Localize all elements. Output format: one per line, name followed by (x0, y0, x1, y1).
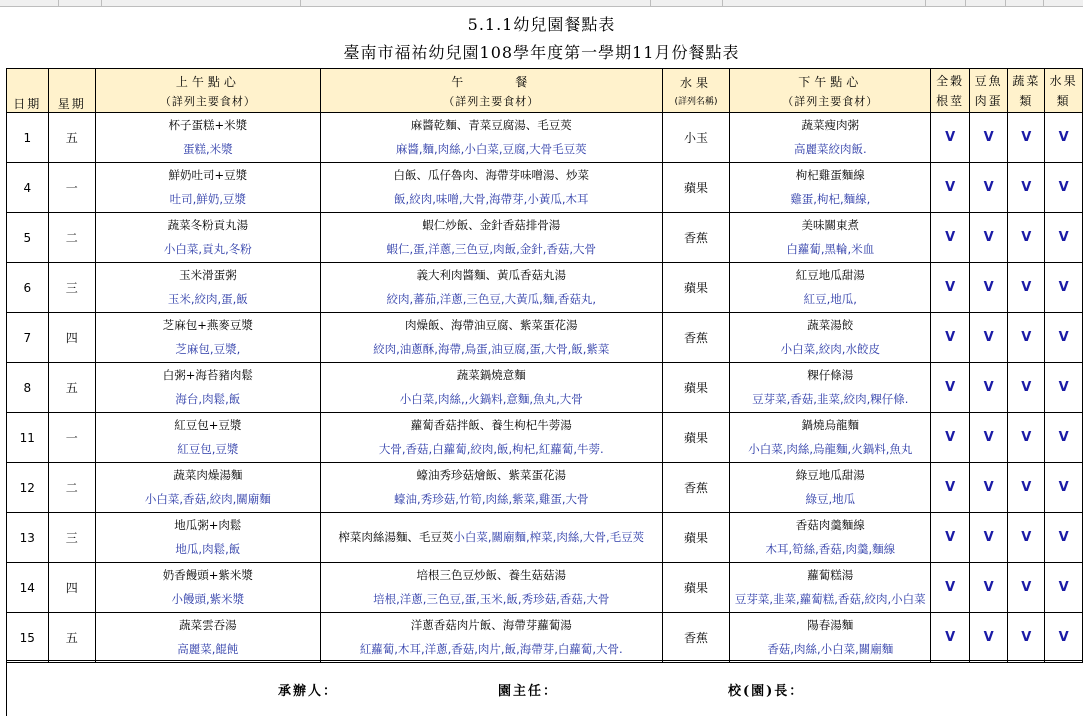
fruit-check-cell[interactable]: V (1045, 163, 1083, 213)
lunch-dish: 洋蔥香菇肉片飯、海帶芽蘿蔔湯 (410, 618, 572, 632)
fruit-check-cell[interactable]: V (1045, 563, 1083, 613)
lunch-cell[interactable] (320, 263, 662, 313)
lunch-ingredients: 蝦仁,蛋,洋蔥,三色豆,肉飯,金針,香菇,大骨 (386, 242, 597, 256)
grains-check-cell[interactable]: V (931, 363, 970, 413)
grains-check-cell[interactable]: V (931, 163, 970, 213)
protein-check-cell[interactable]: V (969, 463, 1008, 513)
lunch-ingredients: 培根,洋蔥,三色豆,蛋,玉米,飯,秀珍菇,香菇,大骨 (373, 592, 610, 606)
pm-snack-ingredients: 白蘿蔔,黑輪,米血 (786, 242, 875, 256)
veg-check-cell[interactable]: V (1008, 163, 1045, 213)
fruit-cell[interactable]: 蘋果 (662, 563, 729, 613)
fruit-cell[interactable]: 蘋果 (662, 513, 729, 563)
weekday-cell[interactable]: 四 (48, 313, 95, 363)
pm-snack-ingredients: 紅豆,地瓜, (803, 292, 857, 306)
grains-check-cell[interactable]: V (931, 413, 970, 463)
pm-snack-ingredients: 高麗菜絞肉飯. (793, 142, 867, 156)
am-snack-ingredients: 紅豆包,豆漿 (177, 442, 239, 456)
am-snack-dish: 蔬菜雲吞湯 (179, 618, 237, 632)
protein-check-cell[interactable]: V (969, 313, 1008, 363)
pm-snack-dish: 鍋燒烏龍麵 (801, 418, 860, 432)
pm-snack-ingredients: 豆芽菜,韭菜,蘿蔔糕,香菇,絞肉,小白菜 (734, 592, 926, 606)
lunch-dish: 培根三色豆炒飯、養生菇菇湯 (416, 568, 567, 582)
date-cell[interactable]: 8 (7, 363, 49, 413)
weekday-cell[interactable]: 二 (48, 213, 95, 263)
am-snack-dish: 紅豆包+豆漿 (174, 418, 242, 432)
meal-table (6, 68, 1083, 663)
fruit-cell[interactable]: 香蕉 (662, 463, 729, 513)
veg-check-cell[interactable]: V (1008, 213, 1045, 263)
am-snack-cell[interactable] (95, 363, 320, 413)
pm-snack-cell[interactable] (730, 463, 931, 513)
am-snack-cell[interactable] (95, 463, 320, 513)
lunch-ingredients: 大骨,香菇,白蘿蔔,絞肉,飯,枸杞,紅蘿蔔,牛蒡. (378, 442, 604, 456)
pm-snack-dish: 陽春湯麵 (807, 618, 854, 632)
lunch-dish: 榨菜肉絲湯麵、毛豆莢 (338, 530, 454, 544)
am-snack-dish: 白粥+海苔豬肉鬆 (162, 368, 253, 382)
protein-check-cell[interactable]: V (969, 163, 1008, 213)
pm-snack-dish: 美味關東煮 (801, 218, 860, 232)
pm-snack-cell[interactable] (730, 213, 931, 263)
date-cell[interactable]: 12 (7, 463, 49, 513)
fruit-cell[interactable]: 香蕉 (662, 213, 729, 263)
date-cell[interactable]: 6 (7, 263, 49, 313)
lunch-ingredients: 紅蘿蔔,木耳,洋蔥,香菇,肉片,飯,海帶芽,白蘿蔔,大骨. (359, 642, 623, 656)
header-row (7, 69, 1083, 113)
protein-check-cell[interactable]: V (969, 613, 1008, 663)
spreadsheet-column-header-strip (0, 0, 1083, 7)
am-snack-ingredients: 小饅頭,紫米漿 (171, 592, 245, 606)
grains-check-cell[interactable]: V (931, 263, 970, 313)
weekday-cell[interactable]: 一 (48, 163, 95, 213)
pm-snack-dish: 蔬菜湯餃 (807, 318, 854, 332)
am-snack-ingredients: 玉米,絞肉,蛋,飯 (167, 292, 248, 306)
fruit-check-cell[interactable]: V (1045, 613, 1083, 663)
weekday-cell[interactable]: 五 (48, 613, 95, 663)
header-fruit-category[interactable]: 水果類 (1045, 69, 1083, 113)
lunch-ingredients: 蠔油,秀珍菇,竹筍,肉絲,紫菜,雞蛋,大骨 (394, 492, 589, 506)
grains-check-cell[interactable]: V (931, 113, 970, 163)
pm-snack-cell[interactable] (730, 613, 931, 663)
pm-snack-cell[interactable] (730, 363, 931, 413)
am-snack-dish: 蔬菜冬粉貢丸湯 (167, 218, 249, 232)
lunch-ingredients: 絞肉,蕃茄,洋蔥,三色豆,大黃瓜,麵,香菇丸, (386, 292, 597, 306)
veg-check-cell[interactable]: V (1008, 363, 1045, 413)
table-row (7, 363, 1083, 413)
signature-organizer[interactable]: 承辦人： (278, 684, 339, 699)
lunch-dish: 肉燥飯、海帶油豆腐、紫菜蛋花湯 (405, 318, 578, 332)
weekday-cell[interactable]: 五 (48, 363, 95, 413)
am-snack-dish: 蔬菜肉燥湯麵 (173, 468, 243, 482)
pm-snack-dish: 綠豆地瓜甜湯 (795, 468, 865, 482)
lunch-cell[interactable] (320, 213, 662, 263)
table-row (7, 413, 1083, 463)
protein-check-cell[interactable]: V (969, 263, 1008, 313)
protein-check-cell[interactable]: V (969, 113, 1008, 163)
date-cell[interactable]: 14 (7, 563, 49, 613)
pm-snack-cell[interactable] (730, 163, 931, 213)
grains-check-cell[interactable]: V (931, 213, 970, 263)
pm-snack-ingredients: 小白菜,肉絲,烏龍麵,火鍋料,魚丸 (748, 442, 913, 456)
am-snack-dish: 地瓜粥+肉鬆 (174, 518, 242, 532)
pm-snack-dish: 香菇肉羹麵線 (795, 518, 865, 532)
veg-check-cell[interactable]: V (1008, 113, 1045, 163)
header-dow[interactable]: 星期 (48, 69, 95, 113)
am-snack-ingredients: 蛋糕,米漿 (183, 142, 233, 156)
am-snack-cell[interactable] (95, 513, 320, 563)
am-snack-ingredients: 高麗菜,餛飩 (177, 642, 239, 656)
header-lunch[interactable]: 午 餐 （詳列主要食材） (320, 69, 662, 113)
am-snack-dish: 玉米滑蛋粥 (179, 268, 237, 282)
am-snack-dish: 鮮奶吐司+豆漿 (168, 168, 248, 182)
pm-snack-dish: 粿仔條湯 (807, 368, 854, 382)
table-row (7, 263, 1083, 313)
lunch-cell[interactable] (320, 363, 662, 413)
lunch-ingredients: 飯,絞肉,味噌,大骨,海帶芽,小黃瓜,木耳 (394, 192, 589, 206)
pm-snack-ingredients: 木耳,筍絲,香菇,肉羹,麵線 (765, 542, 896, 556)
date-cell[interactable]: 7 (7, 313, 49, 363)
header-am-snack[interactable]: 上午點心 （詳列主要食材） (95, 69, 320, 113)
lunch-dish: 麻醬乾麵、青菜豆腐湯、毛豆莢 (410, 118, 572, 132)
pm-snack-cell[interactable] (730, 563, 931, 613)
lunch-dish: 蔬菜鍋燒意麵 (456, 368, 526, 382)
grains-check-cell[interactable]: V (931, 563, 970, 613)
weekday-cell[interactable]: 二 (48, 463, 95, 513)
fruit-cell[interactable]: 小玉 (662, 113, 729, 163)
weekday-cell[interactable]: 四 (48, 563, 95, 613)
fruit-check-cell[interactable]: V (1045, 463, 1083, 513)
pm-snack-cell[interactable] (730, 413, 931, 463)
pm-snack-cell[interactable] (730, 313, 931, 363)
pm-snack-ingredients: 豆芽菜,香菇,韭菜,絞肉,粿仔條. (752, 392, 909, 406)
pm-snack-dish: 蘿蔔糕湯 (807, 568, 854, 582)
veg-check-cell[interactable]: V (1008, 513, 1045, 563)
header-pm-snack[interactable]: 下午點心 （詳列主要食材） (730, 69, 931, 113)
lunch-ingredients: 小白菜,關廟麵,榨菜,肉絲,大骨,毛豆莢 (453, 530, 645, 544)
am-snack-ingredients: 小白菜,貢丸,冬粉 (163, 242, 252, 256)
fruit-check-cell[interactable]: V (1045, 413, 1083, 463)
am-snack-dish: 杯子蛋糕+米漿 (168, 118, 248, 132)
weekday-cell[interactable]: 三 (48, 513, 95, 563)
date-cell[interactable]: 4 (7, 163, 49, 213)
veg-check-cell[interactable]: V (1008, 313, 1045, 363)
pm-snack-dish: 蔬菜瘦肉粥 (801, 118, 860, 132)
fruit-check-cell[interactable]: V (1045, 363, 1083, 413)
signature-director[interactable]: 園主任： (498, 684, 559, 699)
fruit-cell[interactable]: 蘋果 (662, 363, 729, 413)
veg-check-cell[interactable]: V (1008, 613, 1045, 663)
table-row (7, 163, 1083, 213)
pm-snack-ingredients: 雞蛋,枸杞,麵線, (790, 192, 871, 206)
signature-principal[interactable]: 校(園)長： (728, 684, 805, 699)
fruit-check-cell[interactable]: V (1045, 263, 1083, 313)
pm-snack-cell[interactable] (730, 263, 931, 313)
pm-snack-ingredients: 綠豆,地瓜 (805, 492, 856, 506)
lunch-cell[interactable] (320, 613, 662, 663)
sheet-subtitle: 臺南市福祐幼兒園108學年度第一學期11月份餐點表 (343, 43, 740, 62)
pm-snack-ingredients: 小白菜,絞肉,水餃皮 (780, 342, 880, 356)
am-snack-ingredients: 芝麻包,豆漿, (175, 342, 241, 356)
am-snack-ingredients: 地瓜,肉鬆,飯 (175, 542, 241, 556)
date-cell[interactable]: 5 (7, 213, 49, 263)
lunch-ingredients: 絞肉,油蔥酥,海帶,鳥蛋,油豆腐,蛋,大骨,飯,紫菜 (373, 342, 610, 356)
header-protein[interactable]: 豆魚肉蛋 (969, 69, 1008, 113)
weekday-cell[interactable]: 一 (48, 413, 95, 463)
lunch-cell[interactable] (320, 413, 662, 463)
am-snack-ingredients: 吐司,鮮奶,豆漿 (169, 192, 246, 206)
am-snack-cell[interactable] (95, 163, 320, 213)
lunch-ingredients: 小白菜,肉絲,,火鍋料,意麵,魚丸,大骨 (399, 392, 583, 406)
protein-check-cell[interactable]: V (969, 213, 1008, 263)
veg-check-cell[interactable]: V (1008, 463, 1045, 513)
left-border (6, 660, 7, 716)
bottom-border (6, 660, 1083, 661)
lunch-dish: 蘿蔔香菇拌飯、養生枸杞牛蒡湯 (410, 418, 572, 432)
fruit-cell[interactable]: 蘋果 (662, 163, 729, 213)
am-snack-cell[interactable] (95, 313, 320, 363)
protein-check-cell[interactable]: V (969, 513, 1008, 563)
lunch-cell[interactable] (320, 513, 662, 563)
fruit-check-cell[interactable]: V (1045, 313, 1083, 363)
lunch-cell[interactable] (320, 163, 662, 213)
lunch-dish: 義大利肉醬麵、黃瓜香菇丸湯 (416, 268, 567, 282)
am-snack-cell[interactable] (95, 263, 320, 313)
am-snack-cell[interactable] (95, 113, 320, 163)
fruit-check-cell[interactable]: V (1045, 113, 1083, 163)
fruit-cell[interactable]: 香蕉 (662, 613, 729, 663)
lunch-cell[interactable] (320, 563, 662, 613)
table-row (7, 313, 1083, 363)
fruit-check-cell[interactable]: V (1045, 213, 1083, 263)
grains-check-cell[interactable]: V (931, 463, 970, 513)
pm-snack-cell[interactable] (730, 113, 931, 163)
lunch-dish: 蠔油秀珍菇燴飯、紫菜蛋花湯 (416, 468, 567, 482)
lunch-cell[interactable] (320, 463, 662, 513)
sheet-title: 5.1.1幼兒園餐點表 (467, 15, 616, 34)
protein-check-cell[interactable]: V (969, 363, 1008, 413)
am-snack-cell[interactable] (95, 563, 320, 613)
header-date[interactable]: 日期 (7, 69, 49, 113)
table-row (7, 513, 1083, 563)
lunch-cell[interactable] (320, 113, 662, 163)
lunch-dish: 蝦仁炒飯、金針香菇排骨湯 (422, 218, 561, 232)
grains-check-cell[interactable]: V (931, 513, 970, 563)
fruit-cell[interactable]: 蘋果 (662, 263, 729, 313)
table-row (7, 463, 1083, 513)
table-row (7, 213, 1083, 263)
grains-check-cell[interactable]: V (931, 313, 970, 363)
am-snack-ingredients: 小白菜,香菇,絞肉,關廟麵 (144, 492, 271, 506)
table-row (7, 613, 1083, 663)
table-row (7, 113, 1083, 163)
date-cell[interactable]: 13 (7, 513, 49, 563)
table-row (7, 563, 1083, 613)
veg-check-cell[interactable]: V (1008, 563, 1045, 613)
header-grains[interactable]: 全穀根莖 (931, 69, 970, 113)
veg-check-cell[interactable]: V (1008, 413, 1045, 463)
fruit-cell[interactable]: 香蕉 (662, 313, 729, 363)
date-cell[interactable]: 1 (7, 113, 49, 163)
fruit-check-cell[interactable]: V (1045, 513, 1083, 563)
am-snack-ingredients: 海台,肉鬆,飯 (175, 392, 241, 406)
am-snack-cell[interactable] (95, 413, 320, 463)
am-snack-dish: 奶香饅頭+紫米漿 (162, 568, 253, 582)
am-snack-dish: 芝麻包+燕麥豆漿 (162, 318, 253, 332)
fruit-cell[interactable]: 蘋果 (662, 413, 729, 463)
pm-snack-cell[interactable] (730, 513, 931, 563)
lunch-ingredients: 麻醬,麵,肉絲,小白菜,豆腐,大骨毛豆莢 (395, 142, 587, 156)
am-snack-cell[interactable] (95, 613, 320, 663)
lunch-dish: 白飯、瓜仔魯肉、海帶芽味噌湯、炒菜 (393, 168, 590, 182)
header-fruit[interactable]: 水果 (詳列名稱) (662, 69, 729, 113)
grains-check-cell[interactable]: V (931, 613, 970, 663)
pm-snack-dish: 枸杞雞蛋麵線 (795, 168, 865, 182)
lunch-cell[interactable] (320, 313, 662, 363)
date-cell[interactable]: 15 (7, 613, 49, 663)
header-veg[interactable]: 蔬菜類 (1008, 69, 1045, 113)
date-cell[interactable]: 11 (7, 413, 49, 463)
pm-snack-ingredients: 香菇,肉絲,小白菜,關廟麵 (767, 642, 894, 656)
veg-check-cell[interactable]: V (1008, 263, 1045, 313)
pm-snack-dish: 紅豆地瓜甜湯 (795, 268, 865, 282)
protein-check-cell[interactable]: V (969, 563, 1008, 613)
am-snack-cell[interactable] (95, 213, 320, 263)
protein-check-cell[interactable]: V (969, 413, 1008, 463)
weekday-cell[interactable]: 三 (48, 263, 95, 313)
weekday-cell[interactable]: 五 (48, 113, 95, 163)
